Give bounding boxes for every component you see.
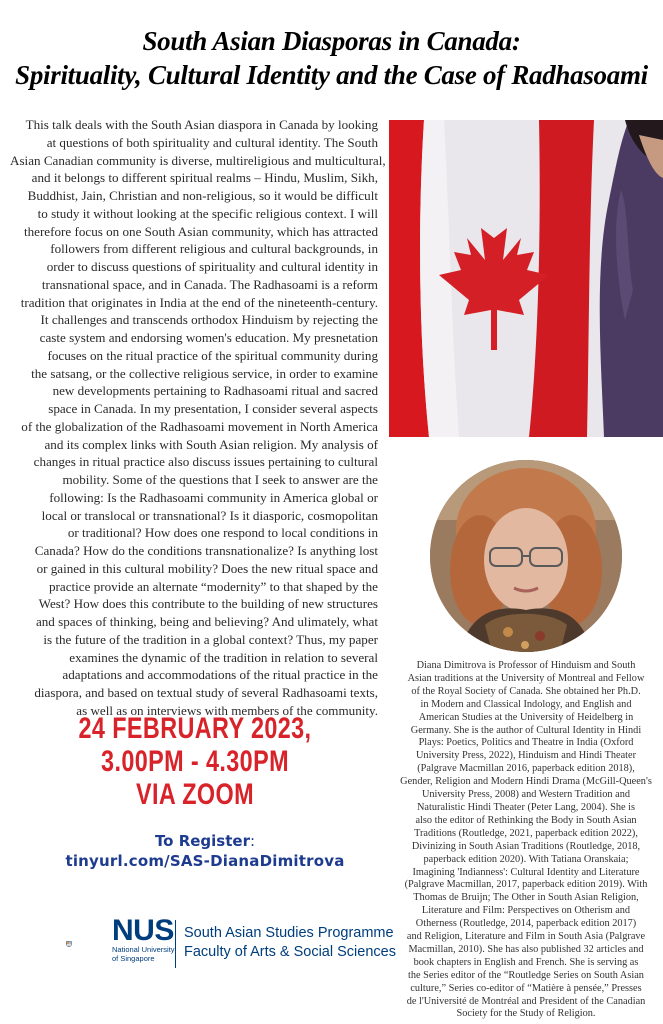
canada-flag-illustration bbox=[389, 120, 663, 437]
logo-divider bbox=[175, 920, 176, 968]
bio-line: the Series editor of the “Routledge Series on South Asian bbox=[408, 969, 644, 981]
bio-line: Otherness (Routledge, 2014, paperback edition 2017) bbox=[415, 918, 637, 930]
abstract-line: caste system and endorsing women's education. My presnetation bbox=[39, 330, 378, 345]
bio-line: Germany. She is the author of Cultural Identity in Hindi bbox=[410, 724, 642, 736]
abstract-line: of the globalization of the Radhasoami movement in North America bbox=[21, 418, 378, 434]
bio-line: Thomas de Bruijn; The Other in South Asian Religion, bbox=[413, 892, 639, 904]
abstract-line: Canada? How do the conditions transnationalize? Is anything lost bbox=[34, 543, 378, 558]
abstract-line: Buddhist, Jain, Christian and non-religious, so it would be difficult bbox=[27, 188, 378, 203]
bio-line: American Studies at the University of Heidelberg in bbox=[418, 711, 634, 723]
abstract-line: therefore focus on one South Asian community, which has attracted bbox=[23, 223, 378, 239]
abstract-line: to study it without looking at the specific religious context. I will bbox=[37, 205, 378, 221]
abstract-line: as well as on interviews with members of the community. bbox=[76, 702, 378, 718]
abstract-line: Asian Canadian community is diverse, multireligious and multicultural, bbox=[10, 152, 386, 168]
abstract-line: the satsang, or the collective religious service, in order to examine bbox=[31, 365, 378, 381]
abstract-line: is the future of the tradition in a global context? Thus, my paper bbox=[43, 631, 378, 647]
poster-title-line2: Spirituality, Cultural Identity and the Case of Radhasoami bbox=[15, 60, 648, 90]
programme-name: South Asian Studies Programme bbox=[184, 925, 394, 941]
abstract-line: mobility. Some of the questions that I seek to answer are the bbox=[62, 472, 378, 487]
abstract-line: tradition that originates in India at the end of the nineteenth-century. bbox=[20, 294, 378, 310]
speaker-portrait bbox=[430, 460, 622, 652]
bio-line: Divinizing in South Asian Traditions (Routledge, 2018, bbox=[411, 840, 641, 852]
abstract-line: transnational space, and in Canada. The Radhasoami is a reform bbox=[41, 276, 378, 292]
bio-line: culture,” Series co-editor of “Matière à pensée,” Presses bbox=[410, 982, 642, 994]
bio-line: Asian traditions at the University of Montreal and Fellow bbox=[407, 672, 645, 684]
abstract-line: adaptations and accommodations of the ritual practice in the bbox=[62, 667, 378, 683]
abstract-line: and its complex links with South Asian religion. My analysis of bbox=[44, 436, 378, 452]
nus-fullname-line2: of Singapore bbox=[112, 953, 155, 963]
nus-fullname bbox=[112, 946, 175, 963]
abstract-line: local or translocal or transnational? Is it diasporic, cosmopolitan bbox=[41, 507, 378, 523]
bio-line: Traditions (Routledge, 2021, paperback edition 2022), bbox=[414, 827, 638, 839]
bio-line: Naturalistic Hindi Theater (Peter Lang, 2004). She is bbox=[417, 801, 635, 813]
event-time: 3.00PM - 4.30PM bbox=[101, 745, 289, 778]
bio-line: book chapters in English and French. She is serving as bbox=[413, 956, 639, 968]
poster-title-line1: South Asian Diasporas in Canada: bbox=[142, 26, 521, 56]
abstract-line: practice provide an alternate “modernity” to that shaped by the bbox=[48, 578, 378, 594]
abstract-line: followers from different religious and cultural backgrounds, in bbox=[50, 241, 378, 257]
abstract-line: order to discuss questions of spirituality and cultural identity in bbox=[46, 259, 378, 274]
bio-line: Plays: Poetics, Politics and Theatre in India (Oxford bbox=[418, 737, 634, 749]
event-date: 24 FEBRUARY 2023, bbox=[78, 712, 312, 745]
abstract-line: focuses on the ritual practice of the spiritual community during bbox=[47, 347, 378, 363]
talk-abstract bbox=[10, 116, 386, 720]
abstract-line: or gained in this cultural mobility? Does the new ritual space and bbox=[36, 560, 378, 576]
nus-crest-icon bbox=[66, 922, 110, 966]
bio-line: (Palgrave Macmillan, 2017, paperback edition 2019). With bbox=[404, 879, 648, 891]
bio-line: University Press, 2022), Hinduism and Hindi Theater bbox=[415, 750, 637, 762]
bio-line: Imagining 'Indianness': Cultural Identity and Literature bbox=[412, 866, 640, 878]
abstract-line: at questions of both spirituality and cultural identity. The South bbox=[46, 134, 378, 150]
bio-line: Gender, Religion and Modern Hindi Drama (McGill-Queen's bbox=[400, 776, 652, 788]
abstract-line: It challenges and transcends orthodox Hinduism by rejecting the bbox=[40, 312, 378, 328]
abstract-line: West? How does this contribute to the building of new structures bbox=[38, 596, 378, 612]
bio-line: Society for the Study of Religion. bbox=[456, 1008, 596, 1020]
abstract-line: space in Canada. In my presentation, I consider several aspects bbox=[48, 401, 378, 416]
bio-line: of the Royal Society of Canada. She obtained her Ph.D. bbox=[411, 685, 641, 697]
abstract-line: and spaces of thinking, being and believing? And ulimately, what bbox=[35, 614, 378, 629]
bio-line: Macmillan, 2010). She has also published 32 articles and bbox=[408, 943, 644, 955]
canada-flag-photo bbox=[389, 120, 663, 437]
bio-line: Literature and Film: Perspectives on Otherism and bbox=[421, 905, 631, 917]
abstract-line: This talk deals with the South Asian diaspora in Canada by looking bbox=[25, 117, 378, 132]
nus-name: NUS bbox=[112, 914, 174, 947]
speaker-portrait-illustration bbox=[430, 460, 622, 652]
faculty-name: Faculty of Arts & Social Sciences bbox=[184, 944, 396, 960]
register-label bbox=[0, 832, 410, 850]
abstract-line: new developments pertaining to Radhasoami ritual and sacred bbox=[52, 383, 378, 399]
abstract-line: diaspora, and based on textual study of several Radhasoami texts, bbox=[34, 685, 378, 700]
bio-line: paperback edition 2020). With Tatiana Oranskaia; bbox=[423, 853, 629, 865]
bio-line: (Palgrave Macmillan 2016, paperback edition 2018), bbox=[417, 763, 635, 775]
abstract-line: and it belongs to different spiritual realms – Hindu, Muslim, Sikh, bbox=[31, 170, 378, 186]
abstract-line: examines the dynamic of the tradition in relation to several bbox=[69, 649, 378, 665]
register-link[interactable]: tinyurl.com/SAS-DianaDimitrova bbox=[65, 852, 345, 870]
abstract-line: changes in ritual practice also discuss issues pertaining to cultural bbox=[33, 454, 378, 470]
speaker-bio bbox=[400, 660, 652, 1021]
nus-fullname-line1: National University bbox=[112, 945, 175, 954]
register-label-text: To Register bbox=[154, 832, 250, 850]
bio-line: University Press, 2008) and Western Tradition and bbox=[421, 789, 631, 801]
nus-wordmark bbox=[112, 916, 175, 963]
bio-line: in Modern and Classical Indology, and English and bbox=[420, 698, 632, 710]
bio-line: de l'Université de Montréal and President of the Canadian bbox=[406, 995, 646, 1007]
register-colon: : bbox=[249, 832, 256, 850]
abstract-line: following: Is the Radhasoami community in America global or bbox=[49, 489, 378, 505]
event-venue: VIA ZOOM bbox=[136, 778, 254, 811]
bio-line: Diana Dimitrova is Professor of Hinduism and South bbox=[416, 660, 636, 671]
bio-line: also the editor of Rethinking the Body in South Asian bbox=[415, 814, 637, 826]
abstract-line: or traditional? How does one respond to local conditions in bbox=[67, 525, 378, 541]
bio-line: and Religion, Literature and Film in South Asia (Palgrave bbox=[406, 931, 646, 943]
